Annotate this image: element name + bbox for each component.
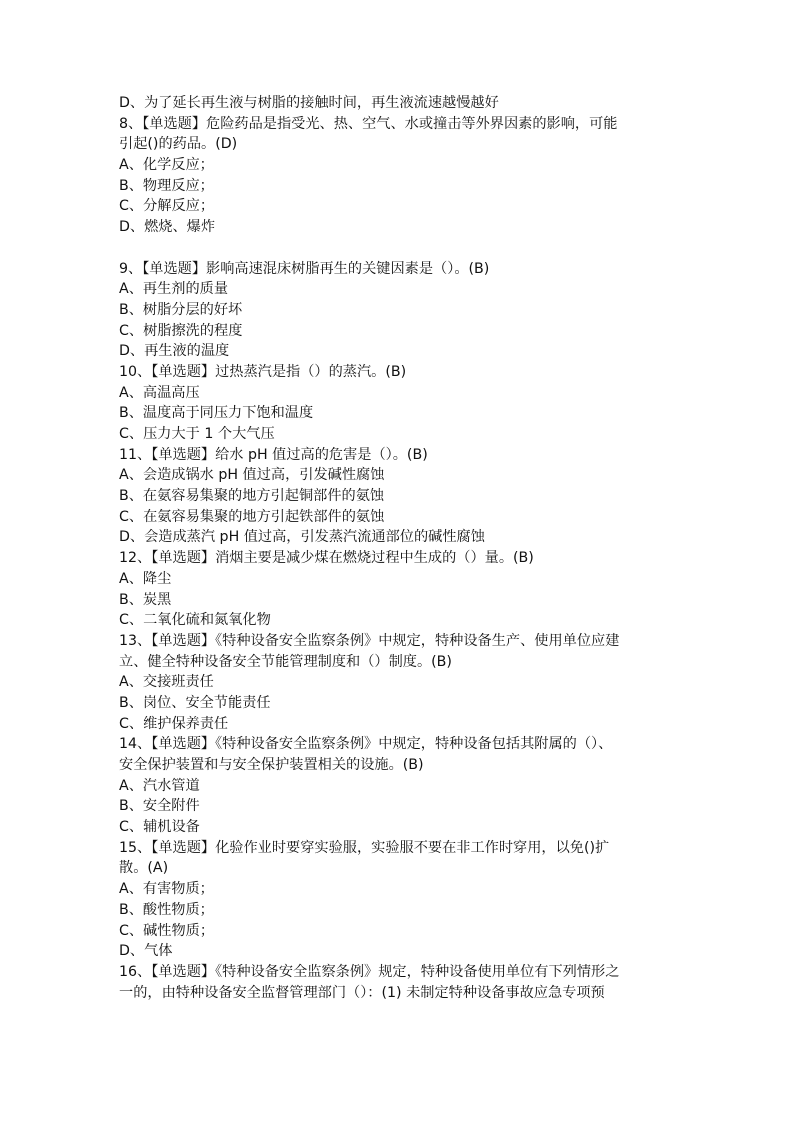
option-line: D、气体 bbox=[119, 943, 173, 960]
question-12-line: 12、【单选题】消烟主要是减少煤在燃烧过程中生成的（）量。(B) bbox=[119, 550, 534, 567]
option-line: B、物理反应； bbox=[119, 177, 214, 194]
question-11-line: 11、【单选题】给水 pH 值过高的危害是（）。(B) bbox=[119, 446, 428, 463]
option-line: C、辅机设备 bbox=[119, 819, 200, 836]
question-9-line: 9、【单选题】影响高速混床树脂再生的关键因素是（）。(B) bbox=[119, 260, 490, 277]
question-13-line: 立、健全特种设备安全节能管理制度和（）制度。(B) bbox=[119, 653, 452, 670]
option-line: A、化学反应； bbox=[119, 157, 214, 174]
option-line: C、压力大于 1 个大气压 bbox=[119, 426, 275, 442]
document-page bbox=[119, 93, 679, 1003]
option-line: B、在氨容易集聚的地方引起铜部件的氨蚀 bbox=[119, 488, 385, 505]
option-line: B、温度高于同压力下饱和温度 bbox=[119, 405, 314, 422]
option-line: A、再生剂的质量 bbox=[119, 281, 229, 298]
option-line: A、交接班责任 bbox=[119, 674, 214, 691]
question-16-line: 一的，由特种设备安全监督管理部门（）：(1) 未制定特种设备事故应急专项预 bbox=[119, 984, 605, 1001]
option-line: A、高温高压 bbox=[119, 384, 200, 401]
question-8-line: 引起()的药品。(D) bbox=[119, 136, 238, 153]
option-line: D、燃烧、爆炸 bbox=[119, 219, 216, 236]
option-line: D、再生液的温度 bbox=[119, 343, 230, 360]
option-line: C、二氧化硫和氮氧化物 bbox=[119, 612, 271, 629]
question-13-line: 13、【单选题】《特种设备安全监察条例》中规定，特种设备生产、使用单位应建 bbox=[119, 632, 620, 649]
option-line: B、树脂分层的好坏 bbox=[119, 301, 243, 318]
question-15-line: 15、【单选题】化验作业时要穿实验服，实验服不要在非工作时穿用，以免()扩 bbox=[119, 839, 610, 856]
option-line: B、岗位、安全节能责任 bbox=[119, 694, 271, 711]
option-line: C、维护保养责任 bbox=[119, 715, 229, 732]
option-line: B、安全附件 bbox=[119, 798, 200, 815]
option-line: A、有害物质； bbox=[119, 881, 214, 898]
question-14-line: 14、【单选题】《特种设备安全监察条例》中规定，特种设备包括其附属的（）、 bbox=[119, 736, 613, 753]
option-line: C、树脂擦洗的程度 bbox=[119, 322, 243, 339]
question-16-line: 16、【单选题】《特种设备安全监察条例》规定，特种设备使用单位有下列情形之 bbox=[119, 963, 620, 980]
text-line: D、为了延长再生液与树脂的接触时间，再生液流速越慢越好 bbox=[119, 95, 499, 111]
option-line: D、会造成蒸汽 pH 值过高，引发蒸汽流通部位的碱性腐蚀 bbox=[119, 529, 485, 546]
option-line: C、在氨容易集聚的地方引起铁部件的氨蚀 bbox=[119, 508, 385, 525]
option-line: C、碱性物质； bbox=[119, 922, 215, 939]
question-15-line: 散。(A) bbox=[119, 860, 169, 877]
blank-line bbox=[119, 238, 679, 259]
option-line: A、会造成锅水 pH 值过高，引发碱性腐蚀 bbox=[119, 467, 385, 484]
question-14-line: 安全保护装置和与安全保护装置相关的设施。(B) bbox=[119, 757, 424, 773]
option-line: B、炭黑 bbox=[119, 591, 172, 608]
option-line: B、酸性物质； bbox=[119, 901, 214, 918]
option-line: A、降尘 bbox=[119, 570, 172, 587]
option-line: C、分解反应； bbox=[119, 198, 215, 215]
question-10-line: 10、【单选题】过热蒸汽是指（）的蒸汽。(B) bbox=[119, 363, 407, 380]
option-line: A、汽水管道 bbox=[119, 777, 200, 794]
question-8-line: 8、【单选题】危险药品是指受光、热、空气、水或撞击等外界因素的影响，可能 bbox=[119, 115, 618, 132]
